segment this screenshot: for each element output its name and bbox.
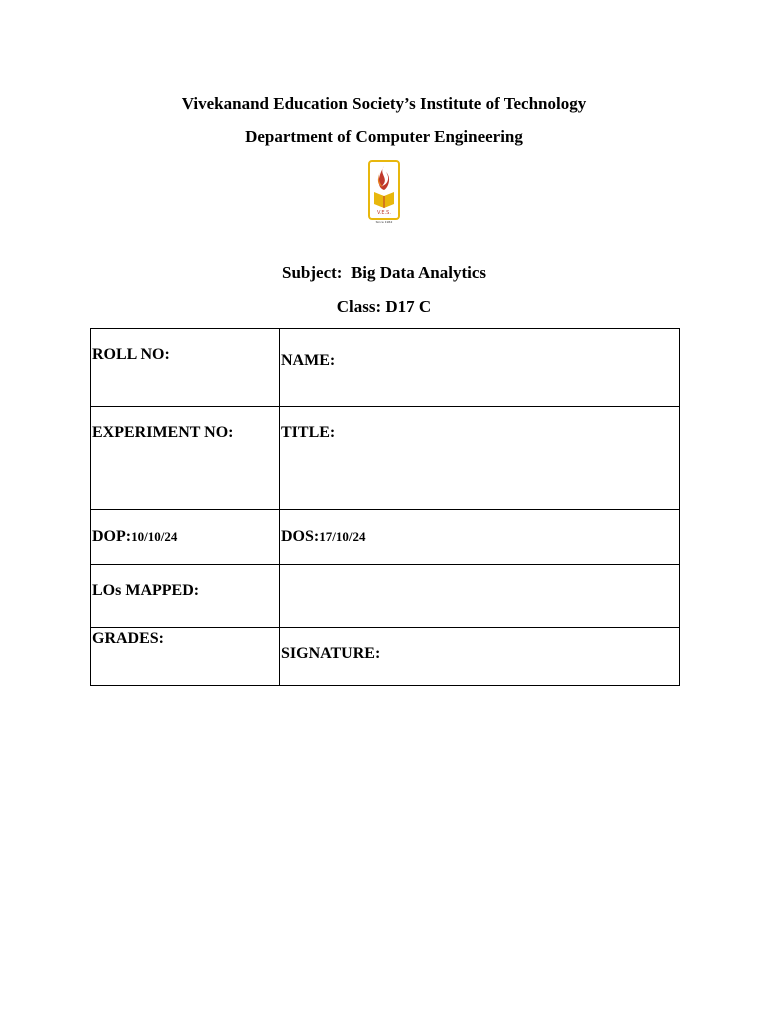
logo-since: Since 1962 <box>375 220 393 224</box>
title-label: TITLE: <box>281 424 336 441</box>
table-row <box>91 407 680 510</box>
dop-label: DOP: <box>92 528 132 545</box>
grades-cell[interactable] <box>91 628 280 686</box>
dop-value: 10/10/24 <box>131 529 178 544</box>
ves-logo <box>368 160 400 224</box>
table-row <box>91 329 680 407</box>
name-cell[interactable] <box>280 329 680 407</box>
los-mapped-cell[interactable] <box>91 565 280 628</box>
dos-label: DOS: <box>281 528 320 545</box>
signature-cell[interactable] <box>280 628 680 686</box>
experiment-no-cell[interactable] <box>91 407 280 510</box>
department-name: Department of Computer Engineering <box>245 127 523 146</box>
dop-cell[interactable] <box>91 510 280 565</box>
class-line: Class: D17 C <box>336 297 432 316</box>
institute-name: Vivekanand Education Society’s Institute of Technology <box>181 94 587 113</box>
dos-value: 17/10/24 <box>319 529 366 544</box>
grades-label: GRADES: <box>92 630 165 647</box>
los-mapped-value-cell[interactable] <box>280 565 680 628</box>
table-row <box>91 628 680 686</box>
experiment-info-table <box>90 328 680 686</box>
table-row <box>91 565 680 628</box>
signature-label: SIGNATURE: <box>281 645 381 662</box>
los-mapped-label: LOs MAPPED: <box>92 582 200 599</box>
subject-line: Subject: Big Data Analytics <box>282 263 486 282</box>
experiment-no-label: EXPERIMENT NO: <box>92 424 234 441</box>
logo-initials: V.E.S. <box>377 210 391 216</box>
title-cell[interactable] <box>280 407 680 510</box>
table-row <box>91 510 680 565</box>
roll-no-cell[interactable] <box>91 329 280 407</box>
dos-cell[interactable] <box>280 510 680 565</box>
name-label: NAME: <box>281 352 336 369</box>
roll-no-label: ROLL NO: <box>92 346 170 363</box>
